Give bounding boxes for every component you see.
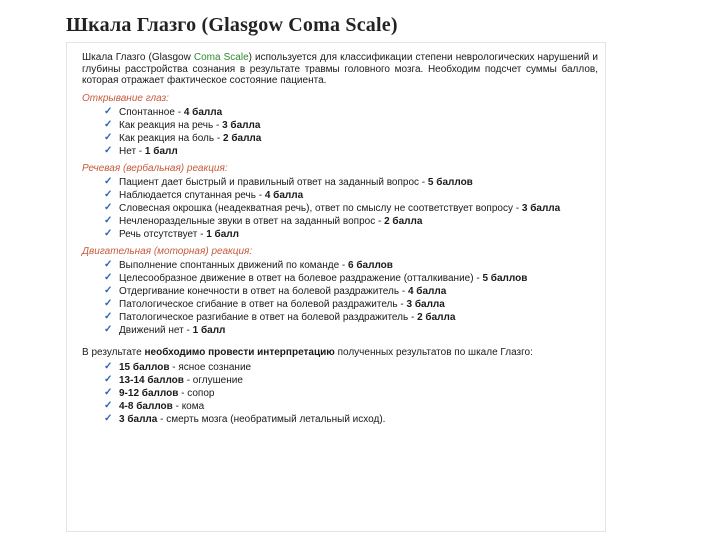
result-score: 9-12 баллов [119, 388, 179, 399]
summary-text-end: полученных результатов по шкале Глазго: [334, 346, 533, 358]
item-text: Нечленораздельные звуки в ответ на заданный вопрос - [119, 216, 385, 227]
motor-list [82, 260, 598, 337]
list-item [82, 299, 598, 311]
list-item [82, 401, 598, 413]
item-score: 2 балла [417, 312, 456, 323]
item-score: 3 балла [406, 299, 445, 310]
item-score: 1 балл [144, 146, 178, 157]
list-item [82, 388, 598, 400]
summary-bold: необходимо провести интерпретацию [144, 346, 335, 358]
item-text: Речь отсутствует - [119, 229, 207, 240]
results-list [82, 362, 598, 426]
checkmark-icon: ✓ [104, 215, 113, 226]
item-text: Как реакция на речь - [119, 120, 223, 131]
section-title-motor: Двигательная (моторная) реакция: [82, 245, 253, 257]
item-text: Движений нет - [119, 325, 193, 336]
checkmark-icon: ✓ [104, 324, 113, 335]
result-score: 13-14 баллов [119, 375, 184, 386]
intro-highlight: Coma Scale [193, 52, 249, 63]
list-item [82, 107, 598, 119]
article-body [82, 52, 598, 430]
list-item [82, 190, 598, 202]
list-item [82, 133, 598, 145]
list-item [82, 216, 598, 228]
list-item [82, 325, 598, 337]
checkmark-icon: ✓ [104, 361, 113, 372]
checkmark-icon: ✓ [104, 132, 113, 143]
checkmark-icon: ✓ [104, 285, 113, 296]
item-score: 1 балл [192, 325, 226, 336]
item-text: Пациент дает быстрый и правильный ответ на заданный вопрос - [119, 177, 428, 188]
checkmark-icon: ✓ [104, 228, 113, 239]
item-text: Словесная окрошка (неадекватная речь), ответ по смыслу не соответствует вопросу - [119, 203, 522, 214]
item-score: 6 баллов [348, 260, 393, 271]
checkmark-icon: ✓ [104, 106, 113, 117]
checkmark-icon: ✓ [104, 400, 113, 411]
result-text: - кома [172, 401, 205, 412]
item-score: 5 баллов [482, 273, 528, 284]
summary-paragraph [82, 347, 598, 359]
list-item [82, 229, 598, 241]
result-text: - оглушение [183, 375, 243, 386]
list-item [82, 203, 598, 215]
checkmark-icon: ✓ [104, 176, 113, 187]
list-item [82, 273, 598, 285]
item-text: Спонтанное - [119, 107, 184, 118]
item-score: 4 балла [264, 190, 304, 201]
list-item [82, 312, 598, 324]
item-score: 5 баллов [427, 177, 473, 188]
item-text: Отдергивание конечности в ответ на болевой раздражитель - [119, 286, 408, 297]
result-score: 4-8 баллов [119, 401, 173, 412]
item-score: 4 балла [407, 286, 447, 297]
checkmark-icon: ✓ [104, 202, 113, 213]
summary-text-start: В результате [82, 346, 145, 358]
item-score: 3 балла [521, 203, 561, 214]
checkmark-icon: ✓ [104, 119, 113, 130]
item-score: 2 балла [384, 216, 423, 227]
result-text: - смерть мозга (необратимый летальный исход). [157, 414, 386, 425]
item-score: 4 балла [183, 107, 223, 118]
list-item [82, 375, 598, 387]
result-score: 3 балла [119, 414, 158, 425]
item-text: Патологическое сгибание в ответ на болевой раздражитель - [119, 299, 407, 310]
section-title-eyes: Открывание глаз: [82, 92, 169, 104]
checkmark-icon: ✓ [104, 374, 113, 385]
list-item [82, 177, 598, 189]
item-text: Целесообразное движение в ответ на болевое раздражение (отталкивание) - [119, 273, 483, 284]
checkmark-icon: ✓ [104, 311, 113, 322]
intro-paragraph [82, 52, 598, 87]
item-text: Как реакция на боль - [119, 133, 223, 144]
list-item [82, 146, 598, 158]
checkmark-icon: ✓ [104, 387, 113, 398]
list-item [82, 260, 598, 272]
checkmark-icon: ✓ [104, 145, 113, 156]
section-title-verbal: Речевая (вербальная) реакция: [82, 162, 228, 174]
intro-text-end: ) используется для классификации степени неврологических нарушений и глубины расстройства сознания в результате травмы головного мозга. Необходим подсчет суммы баллов, которая отражает фактическое состояние пациента. [82, 52, 598, 86]
item-text: Наблюдается спутанная речь - [119, 190, 265, 201]
checkmark-icon: ✓ [104, 189, 113, 200]
item-score: 1 балл [206, 229, 239, 240]
list-item [82, 120, 598, 132]
eyes-list [82, 107, 598, 158]
list-item [82, 414, 598, 426]
intro-text-start: Шкала Глазго (Glasgow [82, 52, 194, 63]
page-title: Шкала Глазго (Glasgow Coma Scale) [66, 14, 398, 36]
result-text: - ясное сознание [169, 362, 252, 373]
item-text: Нет - [119, 146, 145, 157]
item-score: 2 балла [222, 133, 262, 144]
item-text: Выполнение спонтанных движений по команде - [119, 260, 349, 271]
list-item [82, 362, 598, 374]
checkmark-icon: ✓ [104, 259, 113, 270]
checkmark-icon: ✓ [104, 413, 113, 424]
checkmark-icon: ✓ [104, 272, 113, 283]
result-text: - сопор [178, 388, 215, 399]
item-text: Патологическое разгибание в ответ на болевой раздражитель - [119, 312, 418, 323]
result-score: 15 баллов [119, 362, 170, 373]
checkmark-icon: ✓ [104, 298, 113, 309]
verbal-list [82, 177, 598, 241]
item-score: 3 балла [222, 120, 261, 131]
list-item [82, 286, 598, 298]
